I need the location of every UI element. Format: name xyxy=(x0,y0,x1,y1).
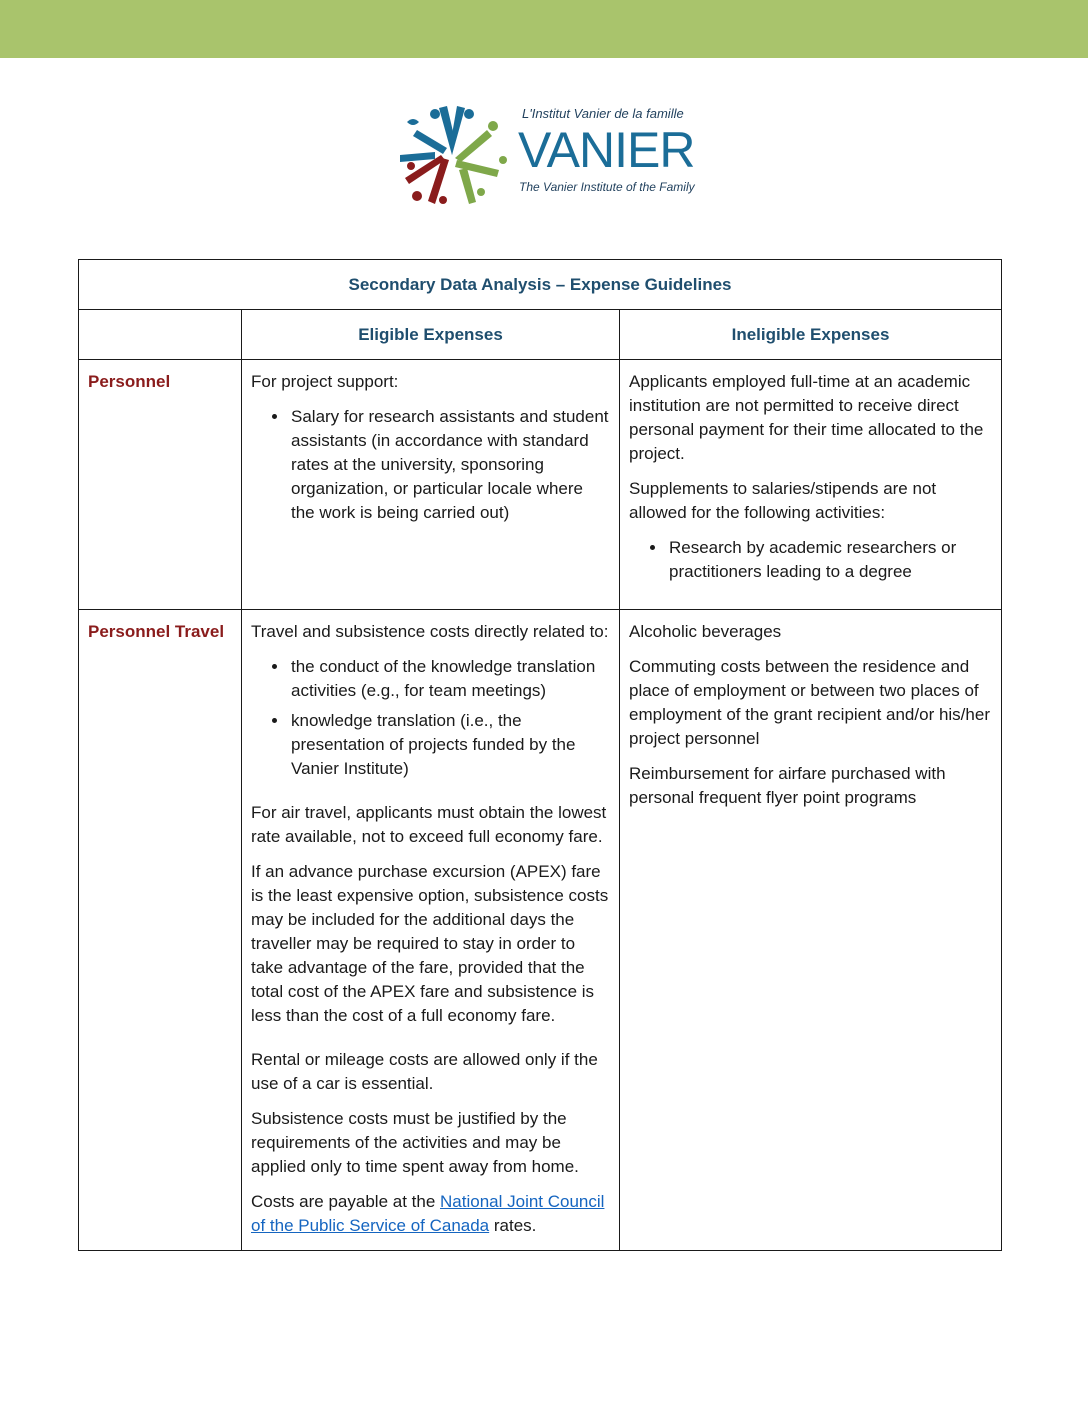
list-item: • the conduct of the knowledge translation activities (e.g., for team meetings) xyxy=(289,655,610,703)
payable-text-pre: Costs are payable at the xyxy=(251,1192,441,1211)
table-row-personnel-travel xyxy=(79,610,1002,1251)
eligible-header: Eligible Expenses xyxy=(242,310,620,360)
logo-french-name: L'Institut Vanier de la famille xyxy=(522,106,684,121)
table-title: Secondary Data Analysis – Expense Guidelines xyxy=(79,260,1002,310)
air-travel-paragraph: For air travel, applicants must obtain the lowest rate available, not to exceed full economy fare. xyxy=(251,803,607,846)
list-item: • Salary for research assistants and student assistants (in accordance with standard rates at the university, sponsoring organization, or particular locale where the work is being carried out) xyxy=(289,405,610,525)
ineligible-paragraph: Applicants employed full-time at an academic institution are not permitted to receive direct personal payment for their time allocated to the project. xyxy=(629,372,984,463)
ineligible-header: Ineligible Expenses xyxy=(620,310,1002,360)
eligible-list xyxy=(251,405,610,525)
ineligible-cell xyxy=(620,610,1002,1251)
table-row-personnel xyxy=(79,360,1002,610)
table-title-row xyxy=(79,260,1002,310)
top-color-bar xyxy=(0,0,1088,58)
payable-text-post: rates. xyxy=(489,1216,537,1235)
ineligible-paragraph: Commuting costs between the residence and place of employment or between two places of employment of the grant recipient and/or his/her project personnel xyxy=(629,657,990,748)
subsistence-paragraph: Subsistence costs must be justified by the requirements of the activities and may be applied only to time spent away from home. xyxy=(251,1109,579,1176)
njc-rates-link[interactable]: National Joint Council of the Public Service of Canada xyxy=(251,1192,605,1235)
eligible-intro: For project support: xyxy=(251,372,399,391)
ineligible-list xyxy=(629,536,992,584)
ineligible-paragraph: Reimbursement for airfare purchased with personal frequent flyer point programs xyxy=(629,764,946,807)
car-paragraph: Rental or mileage costs are allowed only if the use of a car is essential. xyxy=(251,1050,598,1093)
vanier-logo xyxy=(395,100,695,210)
eligible-list xyxy=(251,655,610,781)
eligible-cell xyxy=(242,610,620,1251)
list-item: • knowledge translation (i.e., the presentation of projects funded by the Vanier Institute) xyxy=(289,709,610,781)
vanier-snowflake-icon xyxy=(395,100,510,210)
category-label: Personnel xyxy=(79,360,242,610)
logo-english-name: The Vanier Institute of the Family xyxy=(519,180,695,194)
category-label: Personnel Travel xyxy=(79,610,242,1251)
eligible-cell xyxy=(242,360,620,610)
apex-paragraph: If an advance purchase excursion (APEX) fare is the least expensive option, subsistence costs may be included for the additional days the traveller may be required to stay in order to take advantage of the fare, provided that the total cost of the APEX fare and subsistence is less than the cost of a full economy fare. xyxy=(251,862,609,1025)
ineligible-cell xyxy=(620,360,1002,610)
payable-paragraph xyxy=(251,1190,610,1238)
ineligible-paragraph: Alcoholic beverages xyxy=(629,622,782,641)
expense-guidelines-table xyxy=(78,259,1002,1251)
list-item: • Research by academic researchers or practitioners leading to a degree xyxy=(667,536,992,584)
ineligible-paragraph: Supplements to salaries/stipends are not allowed for the following activities: xyxy=(629,479,937,522)
logo-wordmark: VANIER xyxy=(518,122,695,178)
empty-header-cell xyxy=(79,310,242,360)
table-header-row xyxy=(79,310,1002,360)
eligible-intro: Travel and subsistence costs directly related to: xyxy=(251,622,609,641)
